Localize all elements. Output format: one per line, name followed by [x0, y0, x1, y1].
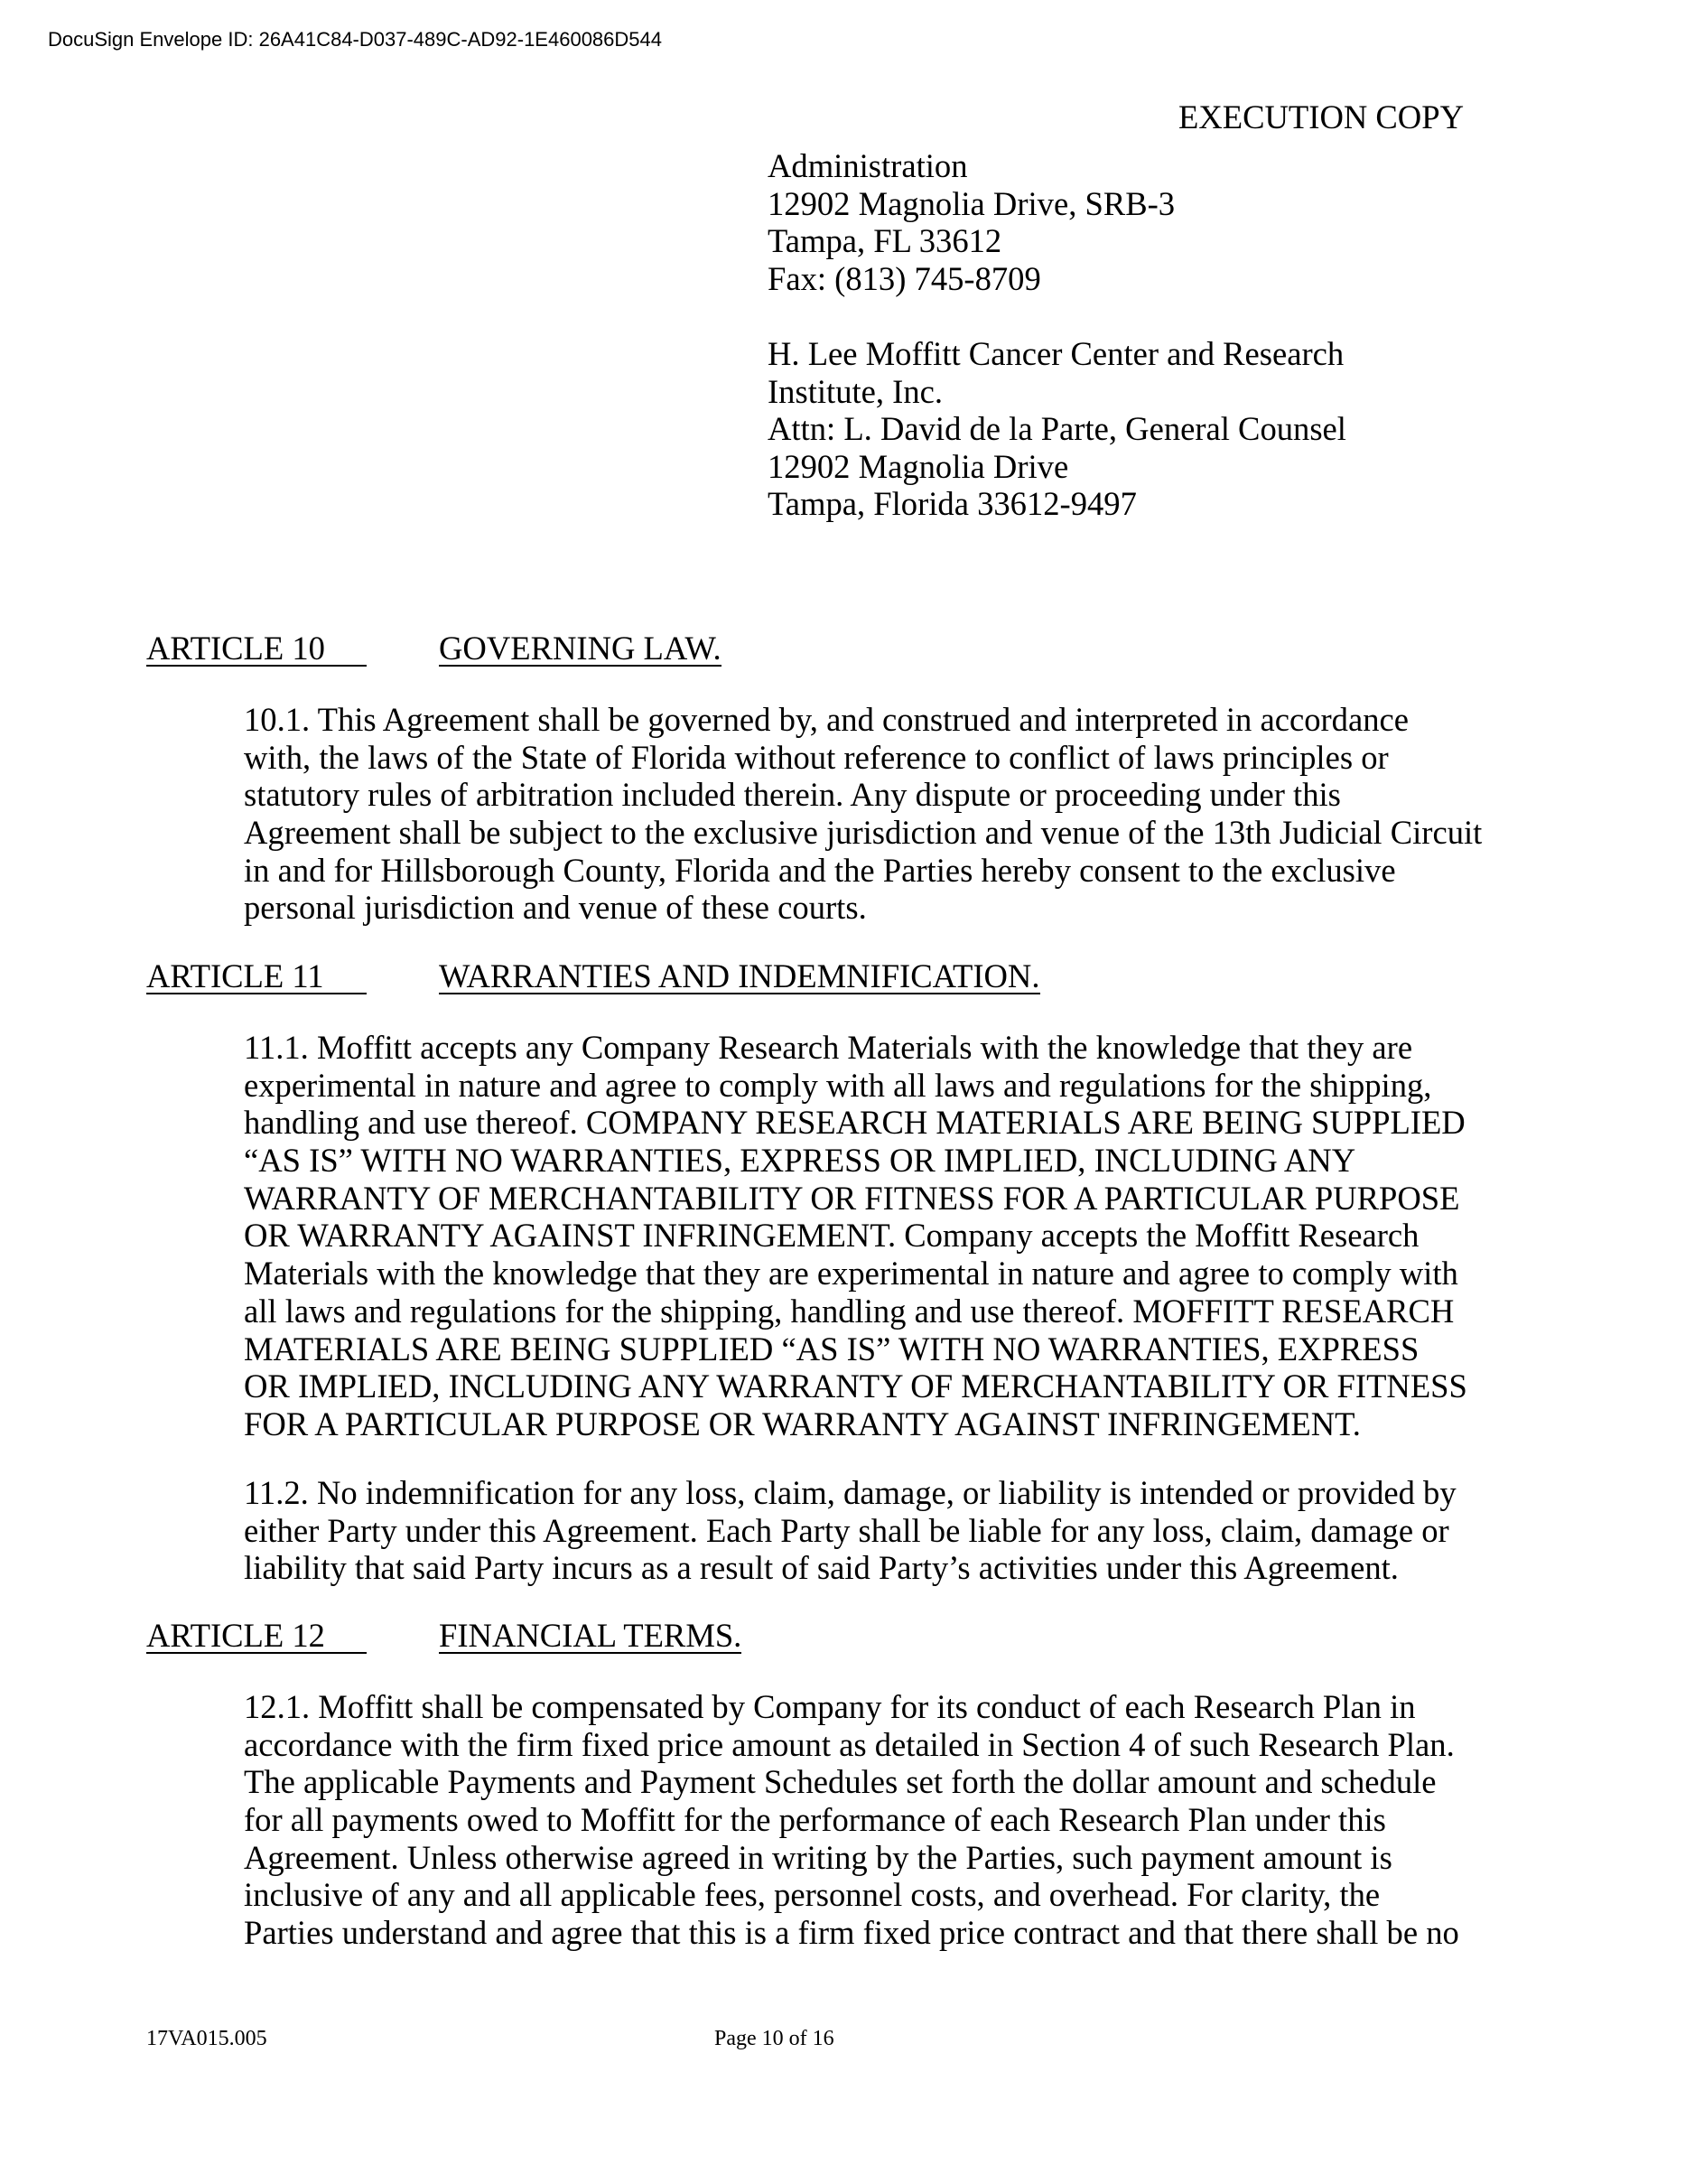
footer-page-number: Page 10 of 16 [714, 2027, 834, 2050]
paragraph-line: The applicable Payments and Payment Schedules set forth the dollar amount and schedule [244, 1763, 1437, 1801]
paragraph-line: experimental in nature and agree to comply with all laws and regulations for the shipping, [244, 1066, 1432, 1104]
article-number: ARTICLE 10 [146, 632, 367, 667]
paragraph-line: Agreement. Unless otherwise agreed in writing by the Parties, such payment amount is [244, 1838, 1392, 1876]
execution-copy-label: EXECUTION COPY [1178, 98, 1464, 135]
paragraph-line: 12.1. Moffitt shall be compensated by Company for its conduct of each Research Plan in [244, 1688, 1416, 1725]
address-line: Tampa, Florida 33612-9497 [768, 485, 1137, 523]
paragraph-line: Agreement shall be subject to the exclusive jurisdiction and venue of the 13th Judicial Circuit [244, 814, 1483, 852]
paragraph-line: FOR A PARTICULAR PURPOSE OR WARRANTY AGAINST INFRINGEMENT. [244, 1405, 1361, 1442]
address-line: 12902 Magnolia Drive, SRB-3 [768, 184, 1176, 222]
paragraph-line: either Party under this Agreement. Each Party shall be liable for any loss, claim, damage or [244, 1511, 1449, 1549]
paragraph-line: “AS IS” WITH NO WARRANTIES, EXPRESS OR IMPLIED, INCLUDING ANY [244, 1142, 1356, 1180]
paragraph-line: statutory rules of arbitration included therein. Any dispute or proceeding under this [244, 776, 1341, 814]
paragraph-line: all laws and regulations for the shipping, handling and use thereof. MOFFITT RESEARCH [244, 1292, 1455, 1330]
paragraph-line: OR IMPLIED, INCLUDING ANY WARRANTY OF MERCHANTABILITY OR FITNESS [244, 1367, 1467, 1405]
paragraph-line: 11.2. No indemnification for any loss, claim, damage, or liability is intended or provided by [244, 1474, 1457, 1511]
address-line: Attn: L. David de la Parte, General Counsel [768, 410, 1346, 448]
address-line: Institute, Inc. [768, 372, 944, 410]
paragraph-line: Materials with the knowledge that they are experimental in nature and agree to comply with [244, 1255, 1458, 1293]
paragraph-line: personal jurisdiction and venue of these courts. [244, 889, 867, 927]
paragraph-line: in and for Hillsborough County, Florida and the Parties hereby consent to the exclusive [244, 851, 1396, 889]
article-title: GOVERNING LAW. [439, 630, 721, 667]
paragraph-line: 10.1. This Agreement shall be governed by, and construed and interpreted in accordance [244, 701, 1409, 738]
address-line: Tampa, FL 33612 [768, 222, 1002, 260]
paragraph-line: MATERIALS ARE BEING SUPPLIED “AS IS” WITH NO WARRANTIES, EXPRESS [244, 1330, 1420, 1367]
address-block-administration [768, 147, 1175, 297]
address-line: Fax: (813) 745-8709 [768, 259, 1041, 297]
address-line: H. Lee Moffitt Cancer Center and Research [768, 335, 1345, 372]
paragraph-line: WARRANTY OF MERCHANTABILITY OR FITNESS FOR A PARTICULAR PURPOSE [244, 1179, 1460, 1217]
paragraph-line: for all payments owed to Moffitt for the performance of each Research Plan under this [244, 1801, 1386, 1839]
section-12-1 [244, 1688, 1459, 1952]
paragraph-line: handling and use thereof. COMPANY RESEARCH MATERIALS ARE BEING SUPPLIED [244, 1104, 1466, 1142]
section-11-2 [244, 1474, 1457, 1587]
section-11-1 [244, 1029, 1467, 1443]
address-block-moffitt [768, 335, 1346, 523]
address-line: 12902 Magnolia Drive [768, 447, 1069, 485]
section-10-1 [244, 701, 1482, 927]
address-line: Administration [768, 147, 968, 184]
paragraph-line: Parties understand and agree that this is a firm fixed price contract and that there shall be no [244, 1914, 1459, 1952]
paragraph-line: inclusive of any and all applicable fees, personnel costs, and overhead. For clarity, the [244, 1876, 1381, 1914]
paragraph-line: accordance with the firm fixed price amount as detailed in Section 4 of such Research Plan. [244, 1725, 1455, 1763]
paragraph-line: with, the laws of the State of Florida without reference to conflict of laws principles or [244, 738, 1389, 776]
paragraph-line: liability that said Party incurs as a result of said Party’s activities under this Agreement. [244, 1549, 1399, 1587]
docusign-envelope-id: DocuSign Envelope ID: 26A41C84-D037-489C-AD92-1E460086D544 [48, 28, 662, 51]
paragraph-line: OR WARRANTY AGAINST INFRINGEMENT. Company accepts the Moffitt Research [244, 1217, 1420, 1255]
article-number: ARTICLE 11 [146, 960, 367, 994]
article-title: WARRANTIES AND INDEMNIFICATION. [439, 957, 1040, 994]
article-number: ARTICLE 12 [146, 1619, 367, 1654]
footer-document-code: 17VA015.005 [146, 2027, 267, 2050]
paragraph-line: 11.1. Moffitt accepts any Company Research Materials with the knowledge that they are [244, 1029, 1413, 1066]
article-title: FINANCIAL TERMS. [439, 1617, 742, 1654]
